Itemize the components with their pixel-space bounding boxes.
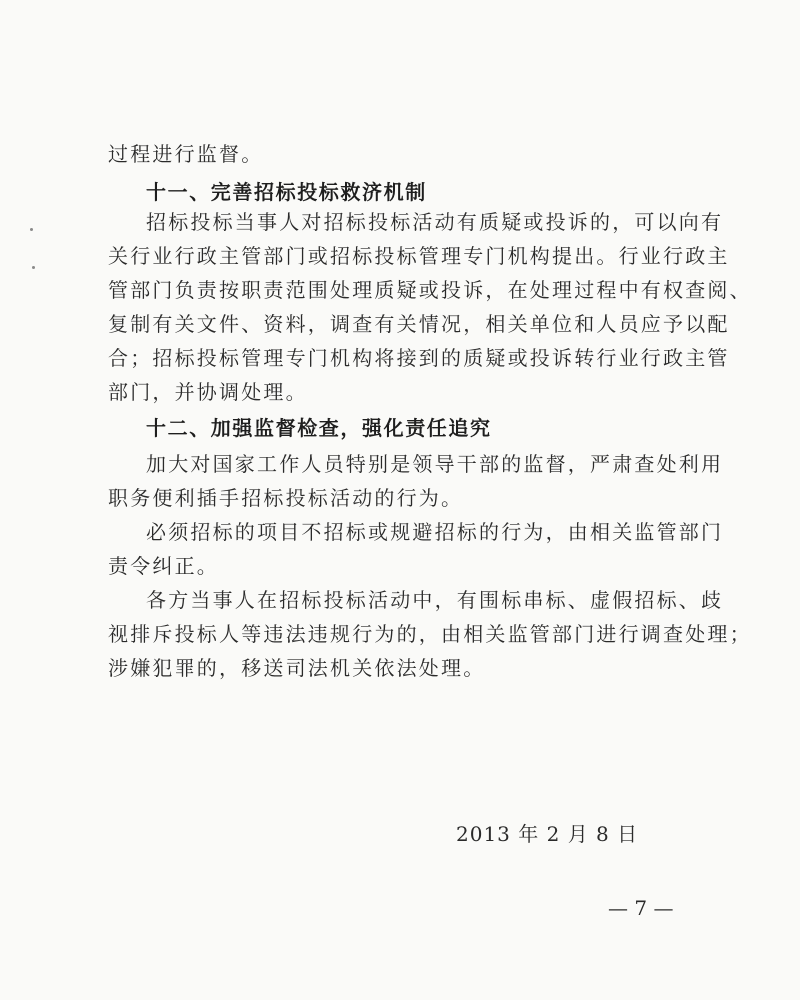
paragraph-line: 必须招标的项目不招标或规避招标的行为，由相关监管部门	[146, 520, 724, 544]
paragraph-line: 管部门负责按职责范围处理质疑或投诉，在处理过程中有权查阅、	[108, 278, 752, 302]
paragraph-line: 各方当事人在招标投标活动中，有围标串标、虚假招标、歧	[146, 588, 724, 612]
paragraph-line: 视排斥投标人等违法违规行为的，由相关监管部门进行调查处理；	[108, 622, 752, 646]
paragraph-line: 复制有关文件、资料，调查有关情况，相关单位和人员应予以配	[108, 312, 730, 336]
paragraph-line: 责令纠正。	[108, 554, 219, 578]
section-heading-12: 十二、加强监督检查，强化责任追究	[146, 416, 492, 440]
paragraph-line: 职务便利插手招标投标活动的行为。	[108, 486, 464, 510]
scan-speck	[32, 266, 35, 269]
page-number: — 7 —	[608, 896, 674, 920]
paragraph-line: 招标投标当事人对招标投标活动有质疑或投诉的，可以向有	[146, 210, 724, 234]
paragraph-line: 合；招标投标管理专门机构将接到的质疑或投诉转行业行政主管	[108, 346, 730, 370]
paragraph-line: 涉嫌犯罪的，移送司法机关依法处理。	[108, 656, 486, 680]
scan-speck	[30, 228, 33, 231]
paragraph-line: 加大对国家工作人员特别是领导干部的监督，严肃查处利用	[146, 452, 724, 476]
section-heading-11: 十一、完善招标投标救济机制	[146, 180, 427, 204]
document-date: 2013 年 2 月 8 日	[456, 822, 639, 846]
paragraph-line: 部门，并协调处理。	[108, 380, 308, 404]
paragraph-line: 关行业行政主管部门或招标投标管理专门机构提出。行业行政主	[108, 244, 730, 268]
paragraph-line: 过程进行监督。	[108, 142, 264, 166]
